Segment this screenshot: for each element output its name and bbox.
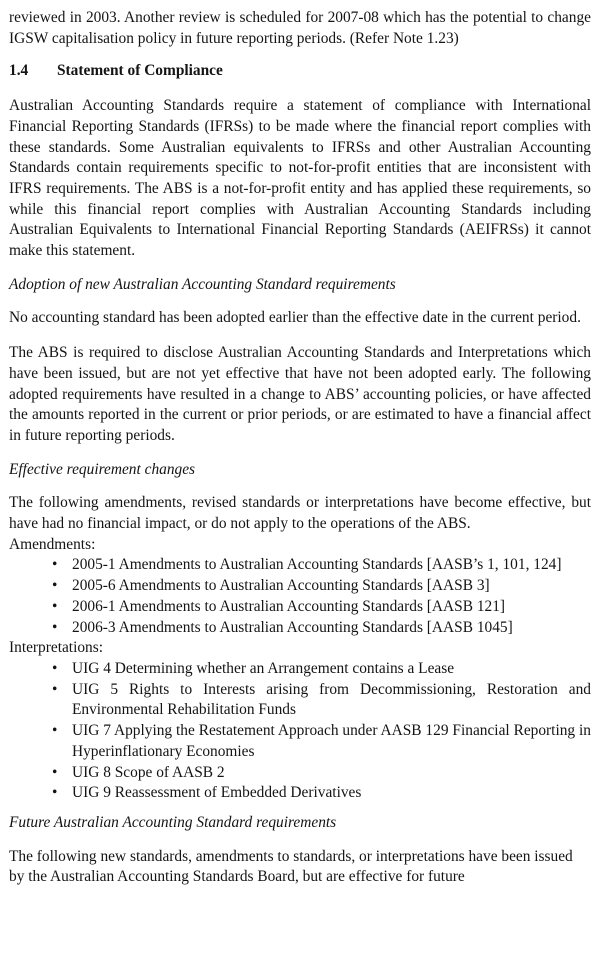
list-item-text: UIG 9 Reassessment of Embedded Derivatives: [72, 784, 362, 802]
bullet-icon: [52, 783, 57, 804]
bullet-icon: [52, 576, 57, 597]
future-paragraph: The following new standards, amendments to standards, or interpretations have been issued by the Australian Accounting Standards Board, but are effective for future: [9, 847, 573, 886]
interpretations-label: Interpretations:: [9, 639, 104, 657]
list-item-text: 2006-3 Amendments to Australian Accounting Standards [AASB 1045]: [72, 618, 513, 636]
list-item-text: UIG 7 Applying the Restatement Approach under AASB 129 Financial Reporting in Hyperinflationary Economies: [72, 722, 591, 760]
amendments-list: [9, 555, 591, 638]
list-item: [9, 576, 591, 597]
amendments-label: Amendments:: [9, 535, 96, 553]
list-item: [9, 618, 591, 639]
list-item: [9, 659, 591, 680]
effective-paragraph: The following amendments, revised standards or interpretations have become effective, but have had no financial impact, or do not apply to the operations of the ABS.: [9, 494, 591, 533]
list-item: [9, 555, 591, 576]
bullet-icon: [52, 618, 57, 639]
adoption-subheading: Adoption of new Australian Accounting Standard requirements: [9, 275, 396, 293]
list-item-text: UIG 4 Determining whether an Arrangement contains a Lease: [72, 659, 455, 677]
list-item-text: UIG 8 Scope of AASB 2: [72, 763, 225, 781]
bullet-icon: [52, 680, 57, 701]
interpretations-list: [9, 659, 591, 804]
list-item-text: 2005-6 Amendments to Australian Accounting Standards [AASB 3]: [72, 577, 490, 595]
compliance-paragraph: Australian Accounting Standards require a statement of compliance with International Financial Reporting Standards (IFRSs) to be made where the financial report complies with these standards. Some Australian equivalents to IFRSs and other Australian Accounting Standards contain requirements specific to not-for-profit entities that are inconsistent with IFRS requirements. The ABS is a not-for-profit entity and has applied these requirements, so while this financial report complies with Australian Accounting Standards including Australian Equivalents to International Financial Reporting Standards (AEIFRSs) it cannot make this statement.: [9, 97, 591, 260]
bullet-icon: [52, 597, 57, 618]
list-item: [9, 763, 591, 784]
section-heading: [9, 61, 591, 82]
list-item: [9, 680, 591, 721]
bullet-icon: [52, 555, 57, 576]
section-number: 1.4: [9, 62, 29, 80]
bullet-icon: [52, 721, 57, 742]
list-item: [9, 783, 591, 804]
disclosure-paragraph: The ABS is required to disclose Australian Accounting Standards and Interpretations which have been issued, but are not yet effective that have not been adopted early. The following adopted requirements have resulted in a change to ABS’ accounting policies, or have affected the amounts reported in the current or prior periods, or are estimated to have a financial affect in future reporting periods.: [9, 344, 591, 444]
intro-paragraph: reviewed in 2003. Another review is scheduled for 2007-08 which has the potential to change IGSW capitalisation policy in future reporting periods. (Refer Note 1.23): [9, 9, 591, 47]
list-item-text: 2005-1 Amendments to Australian Accounting Standards [AASB’s 1, 101, 124]: [72, 556, 562, 574]
list-item: [9, 597, 591, 618]
adoption-paragraph: No accounting standard has been adopted earlier than the effective date in the current period.: [9, 309, 581, 327]
list-item: [9, 721, 591, 762]
list-item-text: 2006-1 Amendments to Australian Accounting Standards [AASB 121]: [72, 597, 506, 615]
bullet-icon: [52, 659, 57, 680]
bullet-icon: [52, 763, 57, 784]
future-subheading: Future Australian Accounting Standard requirements: [9, 813, 337, 831]
section-title: Statement of Compliance: [57, 62, 223, 80]
list-item-text: UIG 5 Rights to Interests arising from Decommissioning, Restoration and Environmental Rehabilitation Funds: [72, 680, 591, 719]
effective-subheading: Effective requirement changes: [9, 460, 196, 478]
